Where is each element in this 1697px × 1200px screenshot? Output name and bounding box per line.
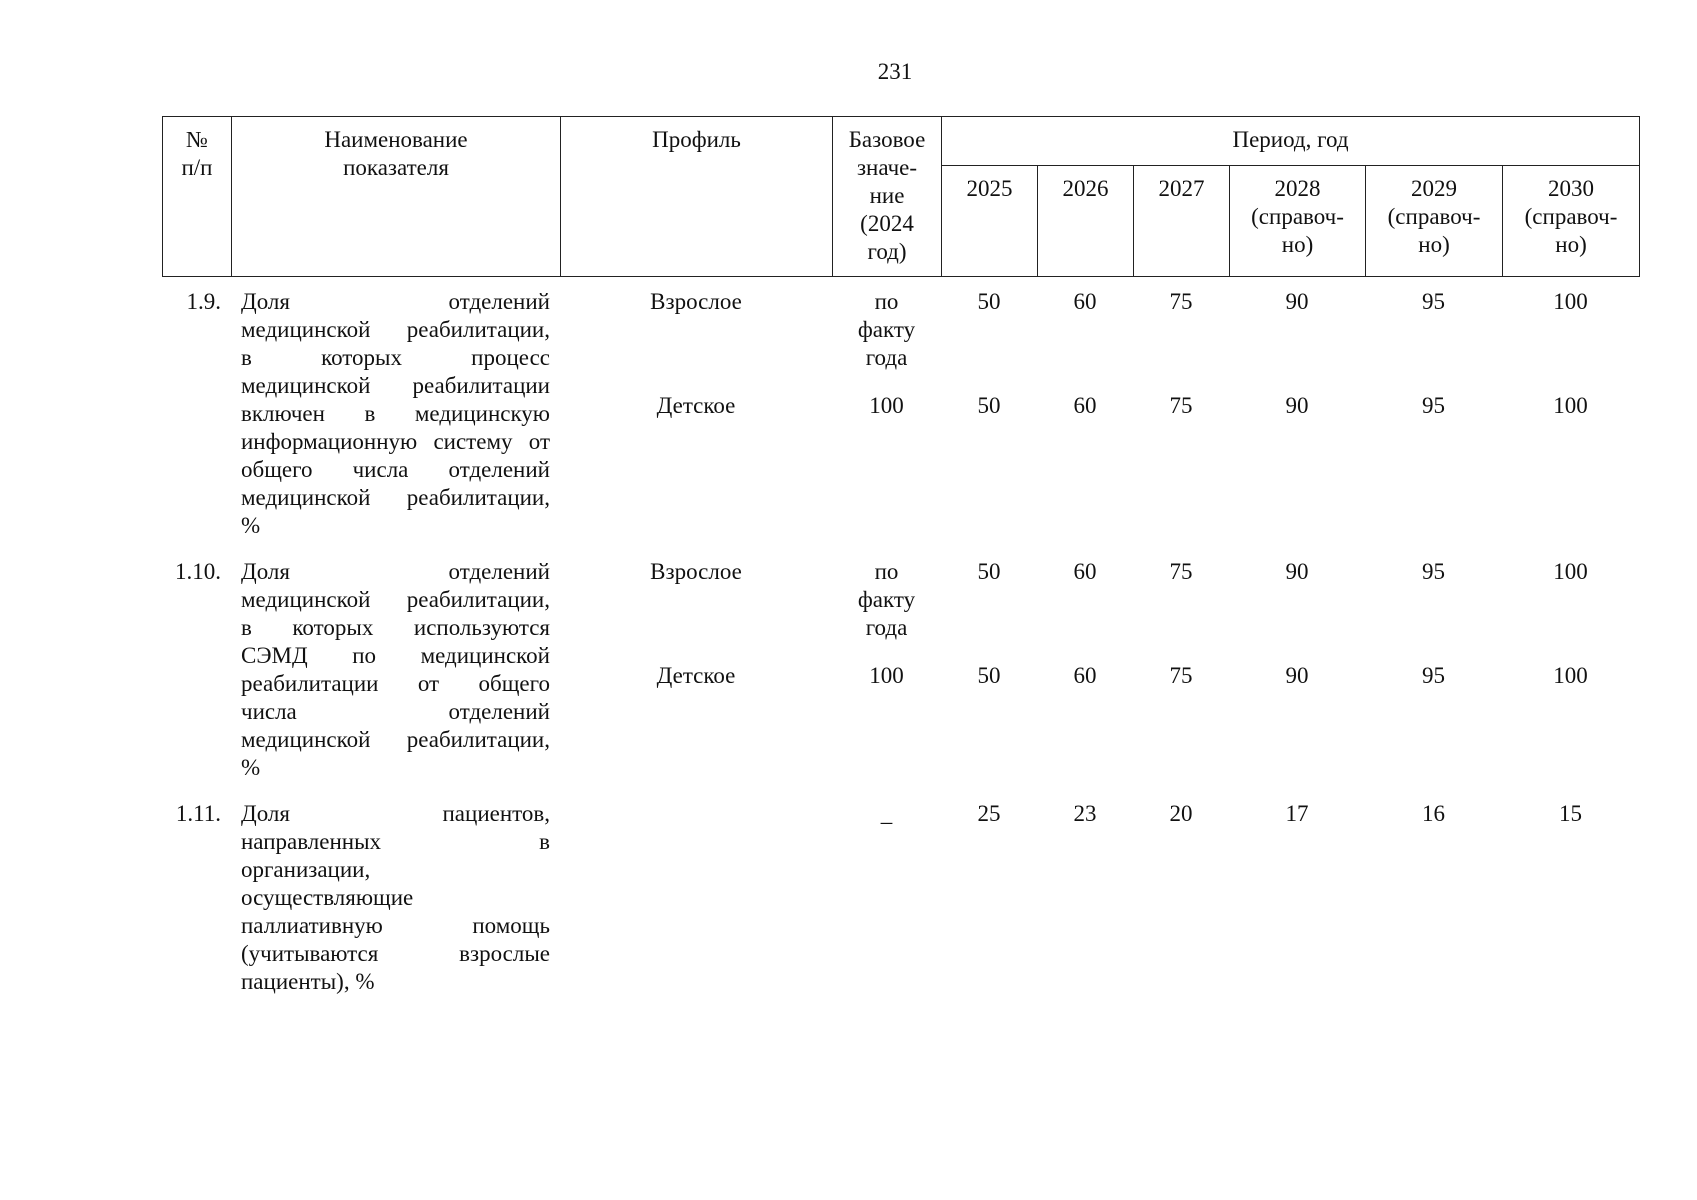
row-value: 50 xyxy=(977,663,1001,688)
row-name: Доля отделений медицинской реабилитации, в которых процесс медицинской реабилитации включен в медицинскую информационную систему от общего числа отделений медицинской реабилитации, % xyxy=(241,289,550,538)
header-num: № п/п xyxy=(163,117,232,277)
row-value: 75 xyxy=(1169,393,1193,418)
header-period: Период, год xyxy=(942,117,1640,166)
row-value: 75 xyxy=(1169,289,1193,314)
row-profile xyxy=(560,800,832,996)
row-value: 100 xyxy=(1553,559,1588,584)
row-base: 100 xyxy=(869,393,904,418)
spacer xyxy=(162,782,1639,800)
row-value: 90 xyxy=(1285,393,1309,418)
table-row xyxy=(162,800,1639,996)
row-value: 15 xyxy=(1559,801,1582,826)
row-profile: Детское xyxy=(656,393,736,418)
row-value: 95 xyxy=(1422,663,1445,688)
header-year-2028: 2028 (справоч- но) xyxy=(1230,166,1366,277)
table-row xyxy=(162,288,1639,392)
row-value: 100 xyxy=(1553,393,1588,418)
header-year-2026: 2026 xyxy=(1038,166,1134,277)
row-value: 60 xyxy=(1073,559,1097,584)
row-value: 50 xyxy=(977,289,1001,314)
row-num: 1.11. xyxy=(175,801,221,826)
row-value: 50 xyxy=(977,393,1001,418)
row-value: 95 xyxy=(1422,289,1445,314)
row-value: 60 xyxy=(1073,663,1097,688)
header-base: Базовое значе- ние (2024 год) xyxy=(833,117,942,277)
row-value: 20 xyxy=(1169,801,1193,826)
header-year-2029: 2029 (справоч- но) xyxy=(1366,166,1503,277)
row-spacer xyxy=(162,782,1639,800)
row-value: 17 xyxy=(1285,801,1309,826)
header-profile: Профиль xyxy=(561,117,833,277)
row-value: 60 xyxy=(1073,289,1097,314)
row-name: Доля пациентов, направленных в организации, осуществляющие паллиативную помощь (учитываются взрослые пациенты), % xyxy=(241,801,550,994)
row-value: 90 xyxy=(1285,663,1309,688)
row-spacer xyxy=(162,540,1639,558)
row-base: 100 xyxy=(869,663,904,688)
row-value: 25 xyxy=(977,801,1001,826)
row-base: по факту года xyxy=(857,559,916,640)
row-value: 75 xyxy=(1169,559,1193,584)
row-value: 16 xyxy=(1422,801,1445,826)
table-header xyxy=(162,116,1640,277)
header-year-2030: 2030 (справоч- но) xyxy=(1503,166,1640,277)
row-base: _ xyxy=(880,801,893,826)
row-num: 1.10. xyxy=(175,559,221,584)
row-value: 23 xyxy=(1073,801,1097,826)
row-value: 50 xyxy=(977,559,1001,584)
row-value: 60 xyxy=(1073,393,1097,418)
table-row xyxy=(162,558,1639,662)
page-number: 231 xyxy=(877,59,913,84)
row-value: 100 xyxy=(1553,289,1588,314)
row-num: 1.9. xyxy=(186,289,221,314)
row-base: по факту года xyxy=(857,289,916,370)
row-profile: Взрослое xyxy=(650,559,742,584)
header-year-2027: 2027 xyxy=(1134,166,1230,277)
spacer xyxy=(162,540,1639,558)
row-value: 90 xyxy=(1285,559,1309,584)
row-value: 95 xyxy=(1422,559,1445,584)
header-name: Наименование показателя xyxy=(232,117,561,277)
row-value: 100 xyxy=(1553,663,1588,688)
row-name: Доля отделений медицинской реабилитации, в которых используются СЭМД по медицинской реабилитации от общего числа отделений медицинской реабилитации, % xyxy=(241,559,550,780)
header-year-2025: 2025 xyxy=(942,166,1038,277)
table-body xyxy=(162,288,1639,996)
row-profile: Детское xyxy=(656,663,736,688)
row-value: 75 xyxy=(1169,663,1193,688)
row-value: 95 xyxy=(1422,393,1445,418)
row-value: 90 xyxy=(1285,289,1309,314)
row-profile: Взрослое xyxy=(650,289,742,314)
